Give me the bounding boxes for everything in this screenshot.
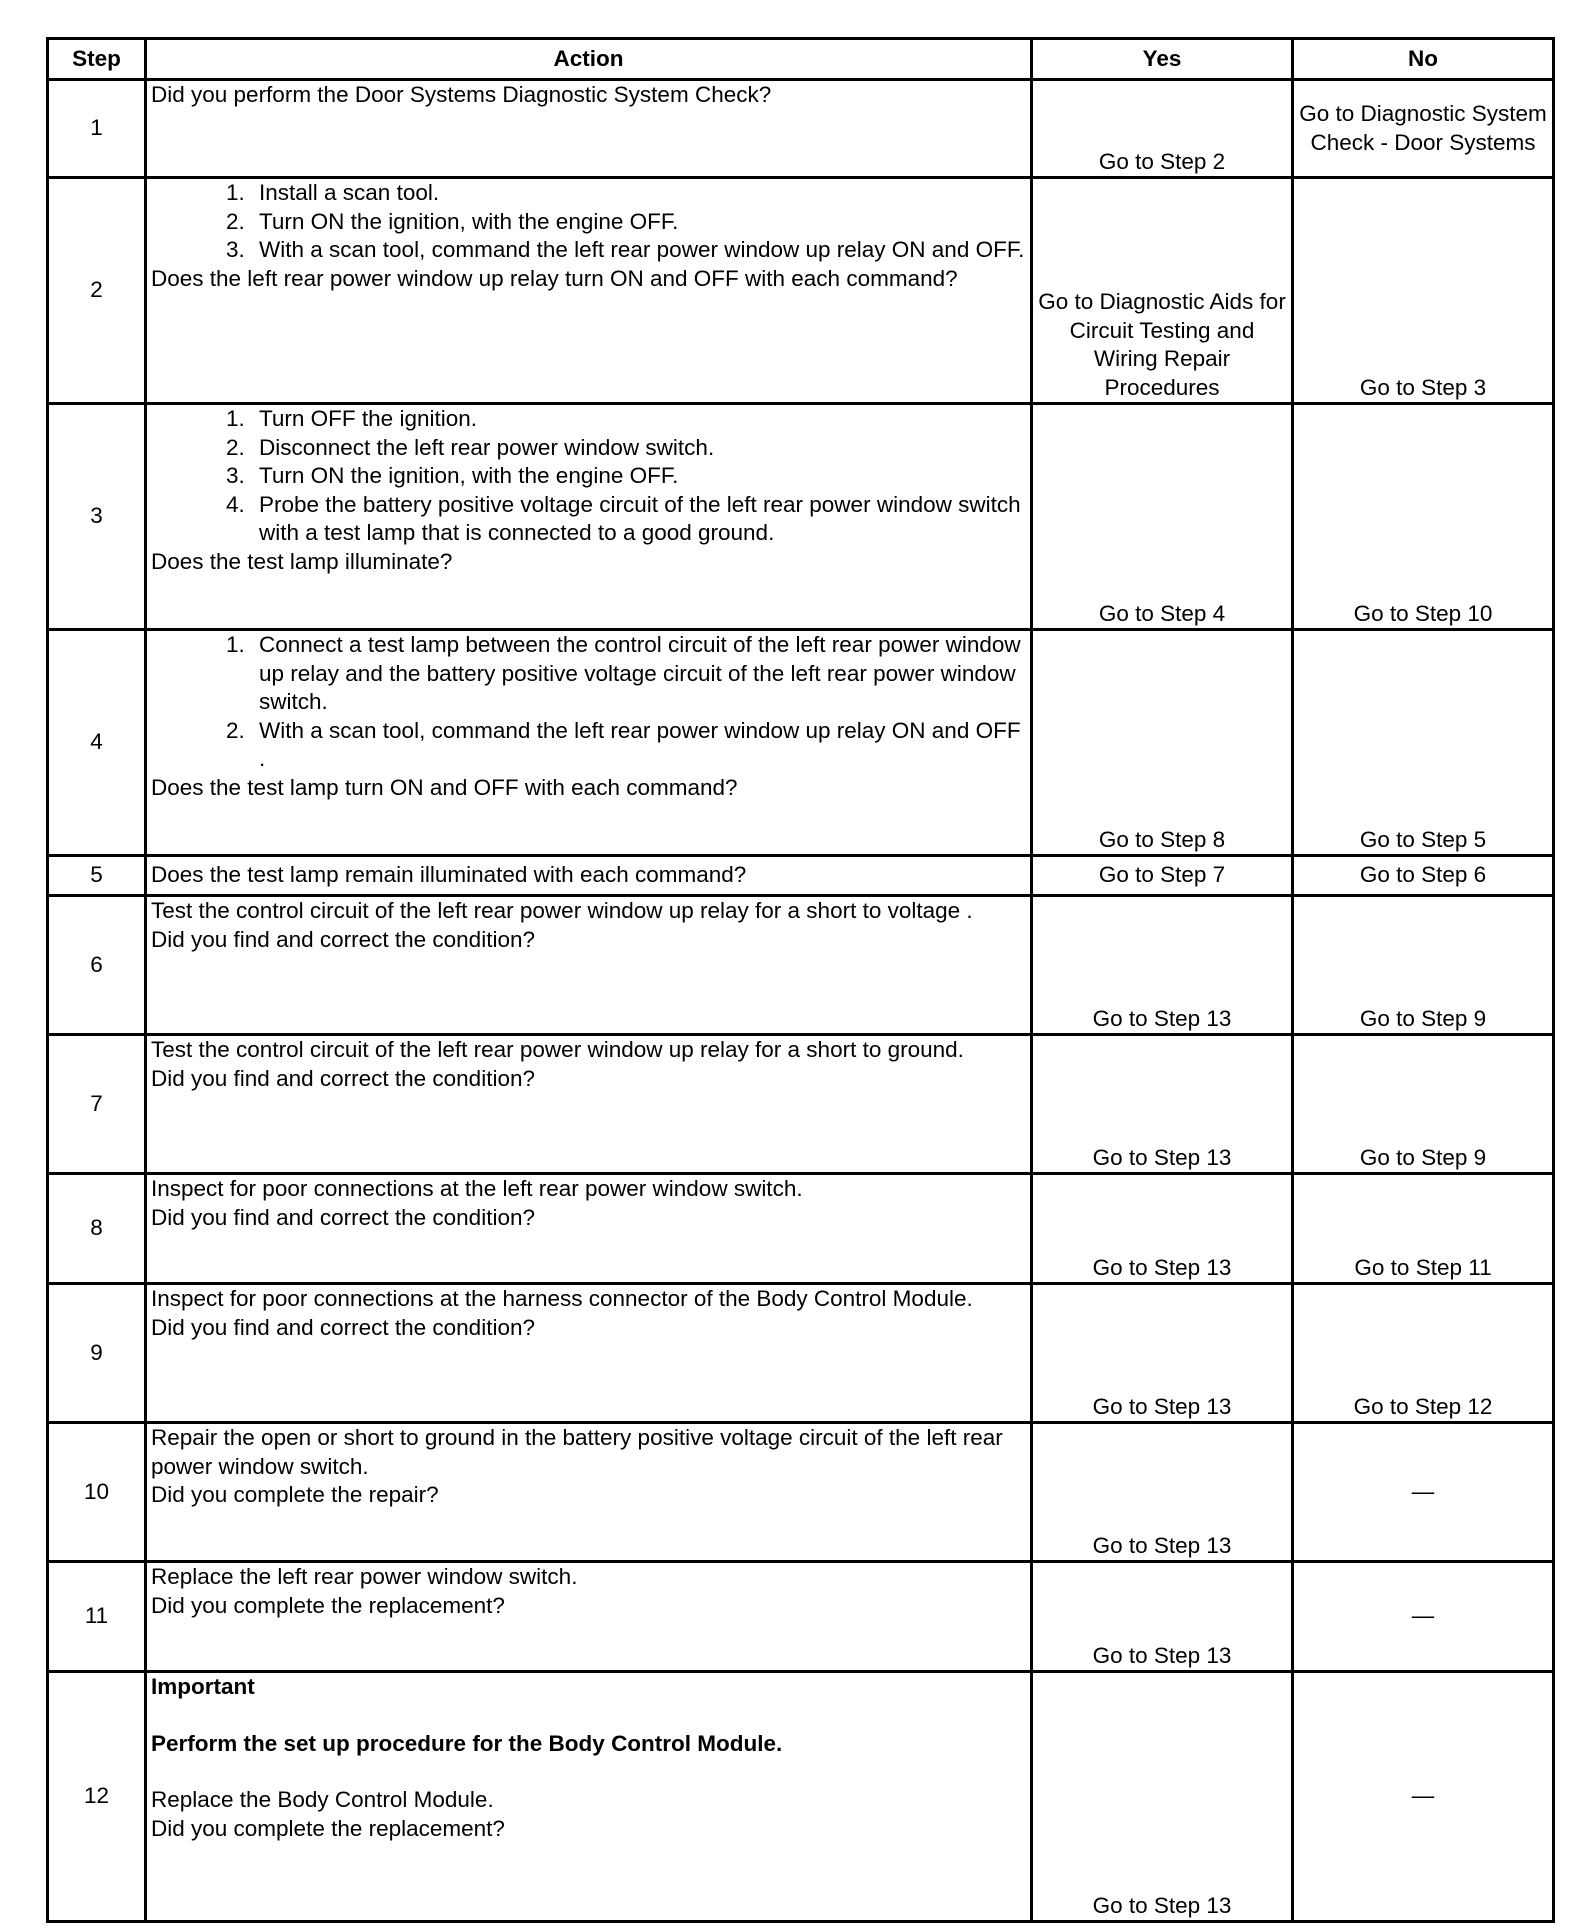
action-text: Replace the left rear power window switch. bbox=[151, 1564, 578, 1589]
table-row bbox=[48, 630, 1554, 856]
step-number: 11 bbox=[48, 1562, 146, 1672]
yes-cell: Go to Step 13 bbox=[1032, 896, 1293, 1035]
list-item: 2. Turn ON the ignition, with the engine OFF. bbox=[251, 208, 1026, 237]
step-number: 8 bbox=[48, 1174, 146, 1284]
yes-cell: Go to Step 13 bbox=[1032, 1284, 1293, 1423]
action-cell bbox=[146, 856, 1032, 896]
action-question: Did you find and correct the condition? bbox=[151, 926, 535, 952]
step-number: 6 bbox=[48, 896, 146, 1035]
no-cell: — bbox=[1293, 1562, 1554, 1672]
no-cell: — bbox=[1293, 1672, 1554, 1922]
action-text: Does the test lamp remain illuminated with each command? bbox=[151, 862, 747, 888]
action-text: Test the control circuit of the left rear power window up relay for a short to voltage . bbox=[151, 898, 973, 923]
no-cell: Go to Diagnostic System Check - Door Systems bbox=[1293, 80, 1554, 178]
table-row bbox=[48, 404, 1554, 630]
action-question: Did you complete the repair? bbox=[151, 1482, 439, 1507]
action-list bbox=[151, 405, 1026, 548]
action-question: Did you find and correct the condition? bbox=[151, 1204, 535, 1230]
step-number: 7 bbox=[48, 1035, 146, 1174]
action-text: Inspect for poor connections at the harness connector of the Body Control Module. bbox=[151, 1286, 973, 1311]
table-row bbox=[48, 1035, 1554, 1174]
action-question: Did you find and correct the condition? bbox=[151, 1065, 535, 1091]
header-action: Action bbox=[146, 39, 1032, 80]
no-cell: Go to Step 9 bbox=[1293, 896, 1554, 1035]
important-heading: Important bbox=[151, 1674, 255, 1699]
header-no: No bbox=[1293, 39, 1554, 80]
diagnostic-table-container bbox=[46, 37, 1552, 1923]
important-note: Perform the set up procedure for the Body Control Module. bbox=[151, 1730, 783, 1756]
action-text: Test the control circuit of the left rear power window up relay for a short to ground. bbox=[151, 1037, 964, 1062]
step-number: 12 bbox=[48, 1672, 146, 1922]
action-cell bbox=[146, 1174, 1032, 1284]
action-question: Does the left rear power window up relay turn ON and OFF with each command? bbox=[151, 265, 958, 291]
list-item: 4. Probe the battery positive voltage circuit of the left rear power window switch with a test lamp that is connected to a good ground. bbox=[251, 491, 1026, 548]
table-row bbox=[48, 80, 1554, 178]
step-number: 10 bbox=[48, 1423, 146, 1562]
no-cell: Go to Step 11 bbox=[1293, 1174, 1554, 1284]
action-list bbox=[151, 631, 1026, 774]
step-number: 3 bbox=[48, 404, 146, 630]
action-cell bbox=[146, 1284, 1032, 1423]
header-row bbox=[48, 39, 1554, 80]
step-number: 2 bbox=[48, 178, 146, 404]
yes-cell: Go to Step 13 bbox=[1032, 1562, 1293, 1672]
diagnostic-table bbox=[46, 37, 1555, 1923]
action-question: Does the test lamp illuminate? bbox=[151, 548, 453, 574]
action-question: Does the test lamp turn ON and OFF with each command? bbox=[151, 774, 738, 800]
step-number: 5 bbox=[48, 856, 146, 896]
no-cell: — bbox=[1293, 1423, 1554, 1562]
yes-cell: Go to Step 4 bbox=[1032, 404, 1293, 630]
no-cell: Go to Step 12 bbox=[1293, 1284, 1554, 1423]
no-cell: Go to Step 3 bbox=[1293, 178, 1554, 404]
list-item: 3. Turn ON the ignition, with the engine OFF. bbox=[251, 462, 1026, 491]
step-number: 1 bbox=[48, 80, 146, 178]
action-text: Did you perform the Door Systems Diagnostic System Check? bbox=[151, 82, 772, 107]
list-item: 1. Install a scan tool. bbox=[251, 179, 1026, 208]
yes-cell: Go to Step 13 bbox=[1032, 1672, 1293, 1922]
yes-cell: Go to Step 7 bbox=[1032, 856, 1293, 896]
action-cell bbox=[146, 1423, 1032, 1562]
action-cell bbox=[146, 80, 1032, 178]
no-cell: Go to Step 5 bbox=[1293, 630, 1554, 856]
table-row bbox=[48, 1562, 1554, 1672]
action-list bbox=[151, 179, 1026, 265]
yes-cell: Go to Step 2 bbox=[1032, 80, 1293, 178]
action-cell bbox=[146, 1672, 1032, 1922]
table-row bbox=[48, 1672, 1554, 1922]
list-item: 2. Disconnect the left rear power window switch. bbox=[251, 434, 1026, 463]
yes-cell: Go to Step 8 bbox=[1032, 630, 1293, 856]
list-item: 1. Turn OFF the ignition. bbox=[251, 405, 1026, 434]
no-cell: Go to Step 9 bbox=[1293, 1035, 1554, 1174]
header-yes: Yes bbox=[1032, 39, 1293, 80]
action-cell bbox=[146, 178, 1032, 404]
action-text: Replace the Body Control Module. bbox=[151, 1787, 494, 1812]
no-cell: Go to Step 10 bbox=[1293, 404, 1554, 630]
table-row bbox=[48, 1174, 1554, 1284]
list-item: 1. Connect a test lamp between the control circuit of the left rear power window up relay and the battery positive voltage circuit of the left rear power window switch. bbox=[251, 631, 1026, 717]
action-cell bbox=[146, 1035, 1032, 1174]
action-text: Repair the open or short to ground in the battery positive voltage circuit of the left rear power window switch. bbox=[151, 1425, 1003, 1479]
action-question: Did you complete the replacement? bbox=[151, 1592, 505, 1618]
action-cell bbox=[146, 1562, 1032, 1672]
table-row bbox=[48, 1284, 1554, 1423]
step-number: 4 bbox=[48, 630, 146, 856]
list-item: 2. With a scan tool, command the left rear power window up relay ON and OFF . bbox=[251, 717, 1026, 774]
table-row bbox=[48, 896, 1554, 1035]
yes-cell: Go to Diagnostic Aids for Circuit Testing and Wiring Repair Procedures bbox=[1032, 178, 1293, 404]
yes-cell: Go to Step 13 bbox=[1032, 1423, 1293, 1562]
step-number: 9 bbox=[48, 1284, 146, 1423]
action-cell bbox=[146, 630, 1032, 856]
action-cell bbox=[146, 404, 1032, 630]
list-item: 3. With a scan tool, command the left rear power window up relay ON and OFF. bbox=[251, 236, 1026, 265]
table-row bbox=[48, 1423, 1554, 1562]
yes-cell: Go to Step 13 bbox=[1032, 1174, 1293, 1284]
header-step: Step bbox=[48, 39, 146, 80]
table-row bbox=[48, 178, 1554, 404]
action-question: Did you complete the replacement? bbox=[151, 1815, 505, 1841]
action-text: Inspect for poor connections at the left rear power window switch. bbox=[151, 1176, 803, 1201]
action-question: Did you find and correct the condition? bbox=[151, 1314, 535, 1340]
yes-cell: Go to Step 13 bbox=[1032, 1035, 1293, 1174]
action-cell bbox=[146, 896, 1032, 1035]
no-cell: Go to Step 6 bbox=[1293, 856, 1554, 896]
table-row bbox=[48, 856, 1554, 896]
